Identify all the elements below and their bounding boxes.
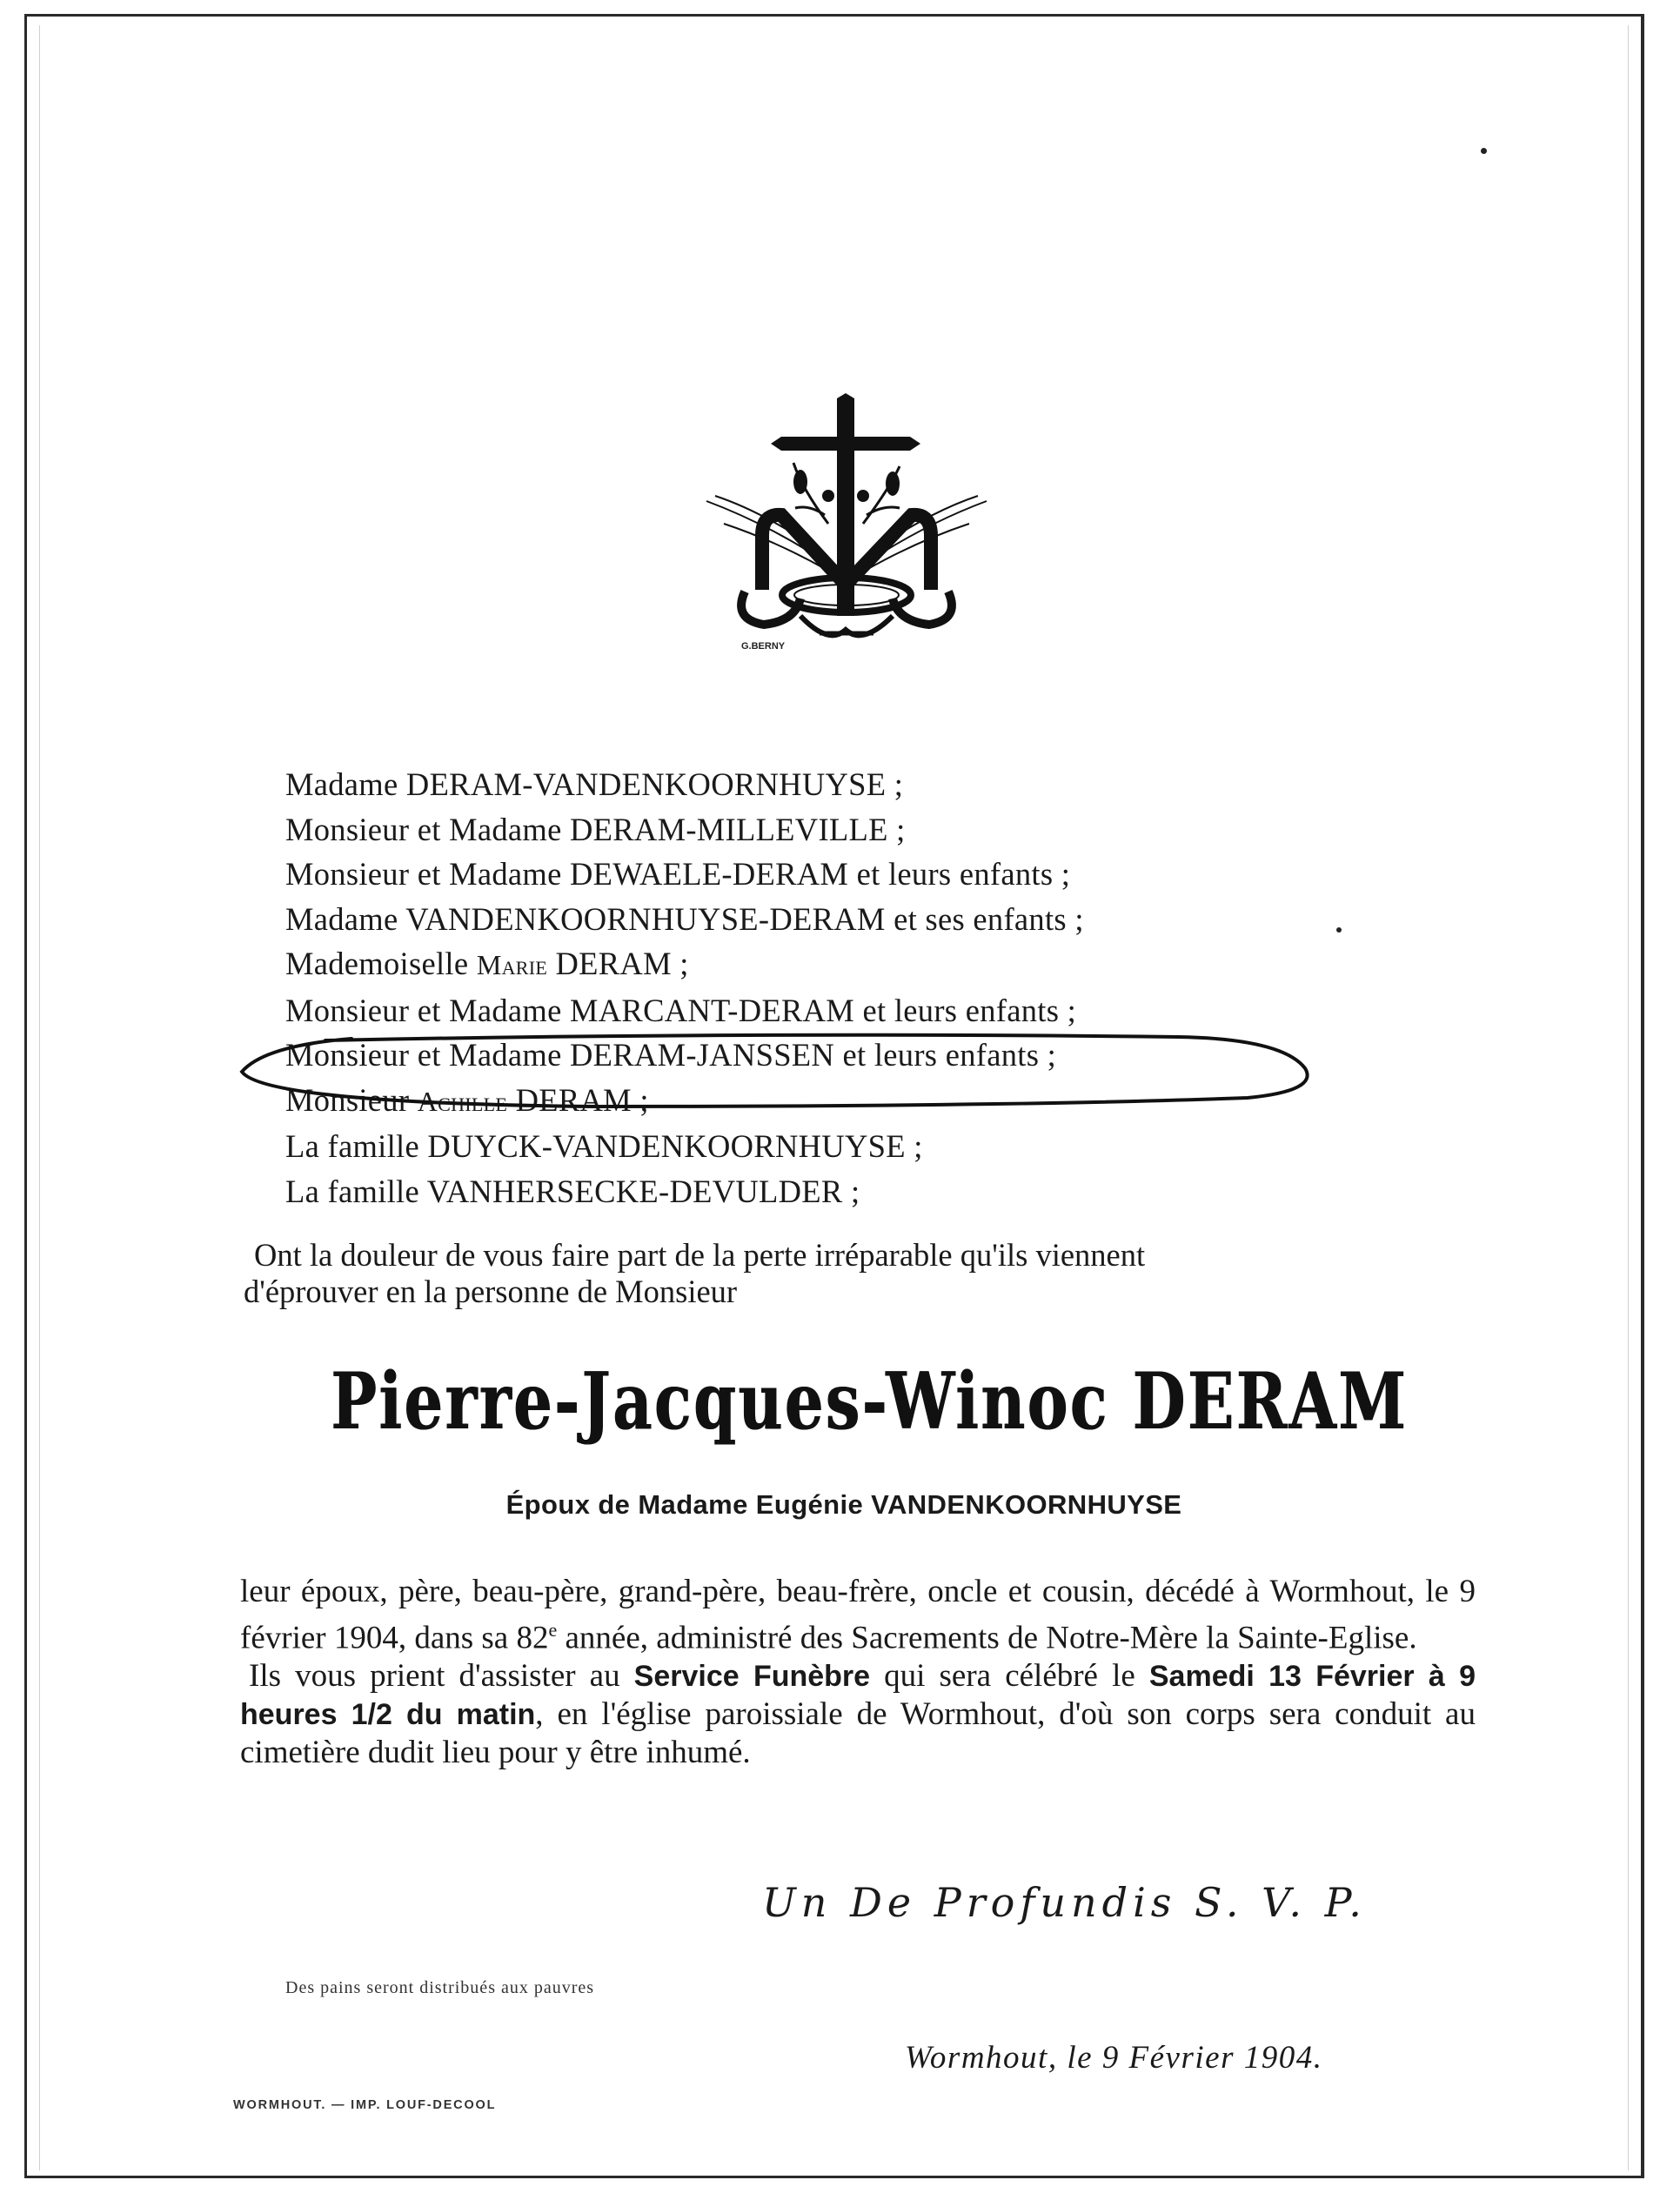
family-line — [285, 988, 1416, 1033]
family-line — [285, 762, 1416, 807]
family-line-given-name: Marie — [476, 949, 548, 980]
service-paragraph — [240, 1657, 1476, 1772]
service-part-2: qui sera célébré le — [870, 1658, 1149, 1695]
place-date: Wormhout, le 9 Février 1904. — [905, 2040, 1323, 2076]
body-text — [240, 1573, 1476, 1772]
family-list — [285, 762, 1416, 1214]
service-date-time: Samedi 13 Février à 9 heures 1/2 du matin — [240, 1660, 1476, 1732]
family-line — [285, 852, 1416, 897]
relation-sup: e — [548, 1619, 558, 1641]
service-funebre: Service Funèbre — [633, 1660, 871, 1694]
engraver-signature: G.BERNY — [741, 641, 786, 651]
family-line — [285, 897, 1416, 942]
family-line-text: La famille VANHERSECKE-DEVULDER ; — [285, 1173, 860, 1209]
family-line-text: Madame DERAM-VANDENKOORNHUYSE ; — [285, 766, 904, 802]
relation-text: leur époux, père, beau-père, grand-père, beau-frère, oncle et cousin, décédé à Wormhout, le 9 février 1904, dans sa 82 — [240, 1574, 1476, 1656]
de-profundis-line: Un De Profundis S. V. P. — [762, 1879, 1367, 1926]
intro-paragraph — [244, 1237, 1479, 1310]
intro-line-1: Ont la douleur de vous faire part de la perte irréparable qu'ils viennent — [254, 1237, 1146, 1273]
family-line-text: Monsieur et Madame DEWAELE-DERAM et leurs enfants ; — [285, 856, 1071, 892]
family-line-text: Monsieur — [285, 1081, 418, 1118]
family-line — [285, 807, 1416, 853]
hand-drawn-circle-mark — [230, 1028, 1326, 1112]
relation-text-end: année, administré des Sacrements de Notre-Mère la Sainte-Eglise. — [557, 1620, 1417, 1656]
family-line-text: Madame VANDENKOORNHUYSE-DERAM et ses enfants ; — [285, 900, 1084, 937]
service-part-3: , en l'église paroissiale de Wormhout, d'où son corps sera conduit au cimetière dudit lieu pour y être inhumé. — [240, 1696, 1476, 1771]
family-line-text: Monsieur et Madame DERAM-MILLEVILLE ; — [285, 811, 906, 847]
cross-monogram-emblem — [698, 393, 995, 651]
intro-line-2: d'éprouver en la personne de Monsieur — [244, 1274, 738, 1309]
family-line-surname: DERAM ; — [507, 1081, 649, 1118]
cross-monogram-icon — [698, 393, 995, 651]
printer-imprint: WORMHOUT. — IMP. LOUF-DECOOL — [233, 2098, 497, 2112]
family-line — [285, 1124, 1416, 1169]
service-part-1: Ils vous prient d'assister au — [249, 1658, 634, 1695]
bread-note: Des pains seront distribués aux pauvres — [285, 1978, 595, 1997]
family-line-text: Monsieur et Madame DERAM-JANSSEN et leurs enfants ; — [285, 1037, 1057, 1073]
spouse-line: Époux de Madame Eugénie VANDENKOORNHUYSE — [505, 1489, 1182, 1520]
family-line-given-name: Achille — [417, 1085, 508, 1117]
family-line-text: La famille DUYCK-VANDENKOORNHUYSE ; — [285, 1128, 923, 1164]
family-line-text: Mademoiselle — [285, 946, 477, 981]
family-line-text: Monsieur et Madame MARCANT-DERAM et leurs enfants ; — [285, 992, 1077, 1028]
ink-speck — [1481, 148, 1487, 154]
family-line — [285, 1169, 1416, 1214]
family-line — [285, 941, 1416, 988]
relation-paragraph — [240, 1573, 1476, 1657]
deceased-name: Pierre-Jacques-Winoc DERAM — [331, 1355, 1408, 1448]
family-line-surname: DERAM ; — [547, 946, 689, 981]
